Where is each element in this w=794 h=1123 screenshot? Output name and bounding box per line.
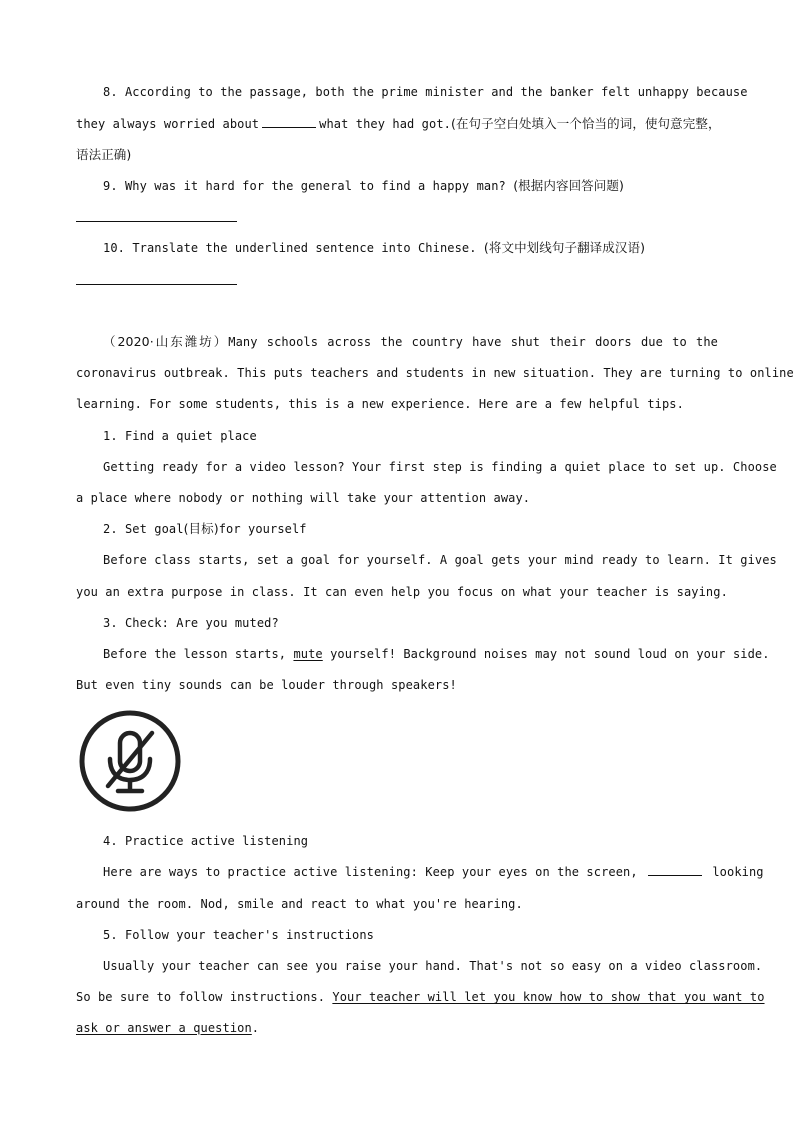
question-10-line [103,240,718,256]
question-9-answer-line[interactable] [76,221,237,222]
question-8-text-after-blank: what they had got. [319,117,451,131]
tip-3-line-1 [103,646,770,662]
tip-5-line-2 [76,989,765,1005]
tip-4-text-after: looking [712,865,764,879]
tip-3-text-after: yourself! Background noises may not sound loud on your side. [330,647,770,661]
question-9-text: Why was it hard for the general to find a happy man? [124,179,506,193]
tip-1-line-2: a place where nobody or nothing will take your attention away. [76,491,531,505]
tip-2-heading-before: 2. Set goal [103,522,184,536]
tip-4-text-before: Here are ways to practice active listening: Keep your eyes on the screen, [103,865,638,879]
question-8-number: 8. [103,85,118,99]
passage-source: （2020·山东潍坊） [103,334,229,349]
tip-1-heading: 1. Find a quiet place [103,429,257,443]
tip-5-line-3 [76,1020,718,1036]
question-8-answer-blank[interactable] [262,116,316,128]
tip-4-answer-blank[interactable] [648,864,702,876]
tip-2-line-2: you an extra purpose in class. It can even help you focus on what your teacher is saying. [76,585,728,599]
passage-intro-line-2: coronavirus outbreak. This puts teachers and students in new situation. They are turning to online [76,366,794,380]
question-8-instruction: (在句子空白处填入一个恰当的词，使句意完整， [450,116,721,131]
question-8-line-1 [103,84,748,100]
tip-4-line-2: around the room. Nod, smile and react to what you're hearing. [76,897,523,911]
microphone-muted-icon [78,709,182,813]
passage-intro-line-1 [103,334,718,350]
tip-4-line-1 [103,864,764,880]
question-9-line [103,178,718,194]
question-8-text: According to the passage, both the prime minister and the banker felt unhappy because [124,85,748,99]
underlined-sentence-part-1: Your teacher will let you know how to show that you want to [332,990,765,1004]
tip-1-line-1: Getting ready for a video lesson? Your first step is finding a quiet place to set up. Choose [103,460,777,474]
tip-2-heading-cn: (目标) [183,521,219,536]
passage-intro-line-3: learning. For some students, this is a new experience. Here are a few helpful tips. [76,397,684,411]
question-9-number: 9. [103,179,118,193]
tip-2-heading [103,521,718,537]
tip-2-heading-after: for yourself [218,522,307,536]
question-10-answer-line[interactable] [76,284,237,285]
question-9-instruction: (根据内容回答问题) [513,178,624,193]
question-8-line-2 [76,116,721,132]
question-8-instruction-cont: 语法正确) [76,147,132,162]
tip-5-text-before: So be sure to follow instructions. [76,990,326,1004]
question-10-number: 10. [103,241,125,255]
tip-3-text-before: Before the lesson starts, [103,647,287,661]
question-10-instruction: (将文中划线句子翻译成汉语) [483,240,646,255]
tip-2-line-1: Before class starts, set a goal for yourself. A goal gets your mind ready to learn. It gives [103,553,777,567]
tip-5-period: . [251,1021,260,1035]
underlined-sentence-part-2: ask or answer a question [76,1021,252,1035]
tip-3-line-2: But even tiny sounds can be louder through speakers! [76,678,457,692]
underlined-word-mute: mute [293,647,323,661]
tip-3-heading: 3. Check: Are you muted? [103,616,279,630]
tip-5-heading: 5. Follow your teacher's instructions [103,928,375,942]
passage-intro-text-1: Many schools across the country have shut their doors due to the [228,335,719,349]
tip-4-heading: 4. Practice active listening [103,834,309,848]
question-8-text-before-blank: they always worried about [76,117,260,131]
tip-5-line-1: Usually your teacher can see you raise your hand. That's not so easy on a video classroom. [103,959,763,973]
question-10-text: Translate the underlined sentence into Chinese. [132,241,477,255]
